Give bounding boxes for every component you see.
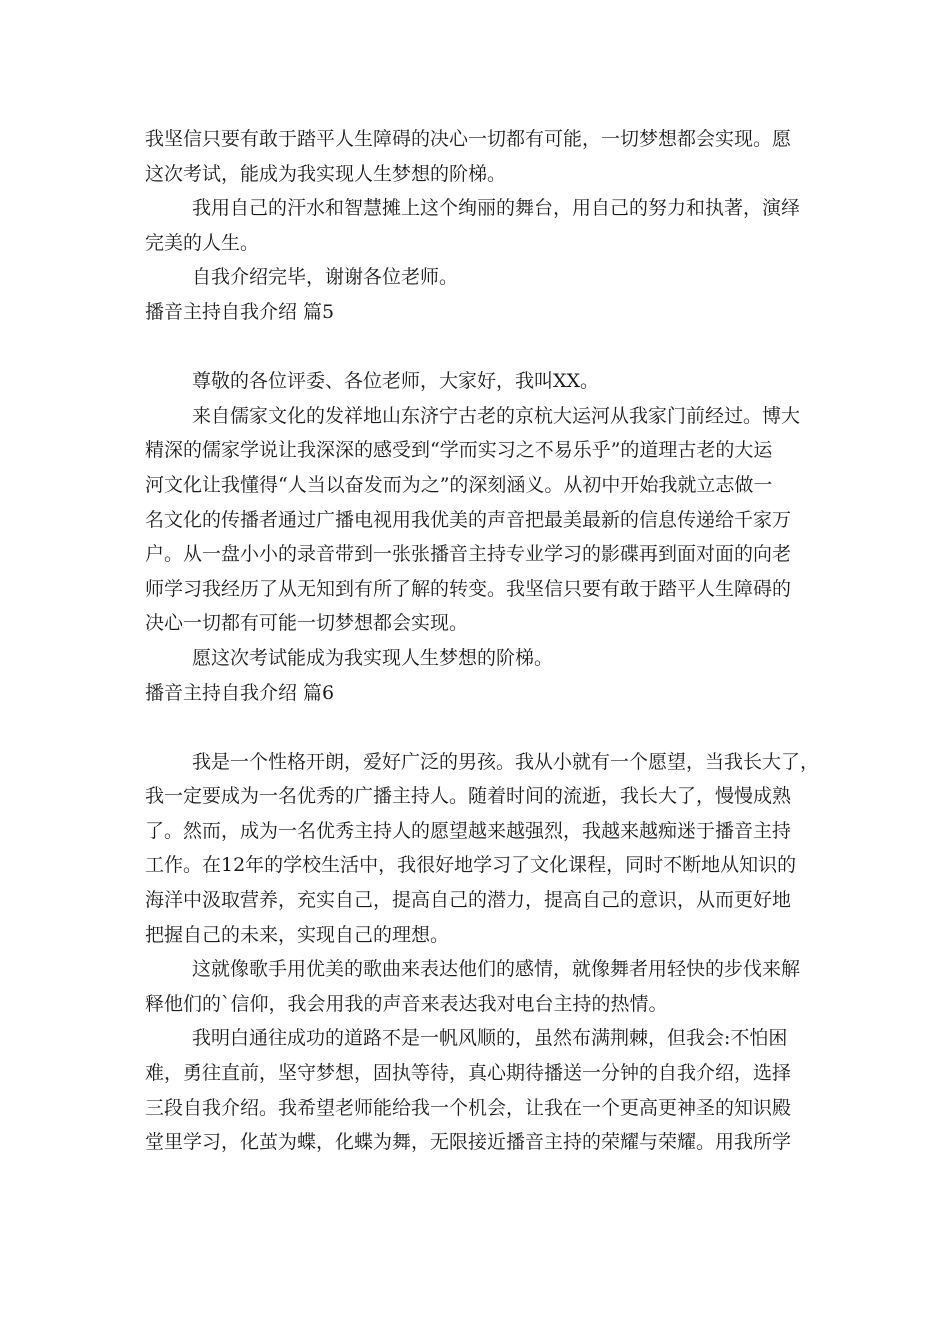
paragraph-line: 来自儒家文化的发祥地山东济宁古老的京杭大运河从我家门前经过。博大 — [192, 404, 801, 427]
section-heading-5: 播音主持自我介绍 篇5 — [145, 300, 335, 323]
paragraph-line: 三段自我介绍。我希望老师能给我一个机会，让我在一个更高更神圣的知识殿 — [145, 1096, 792, 1119]
paragraph-line: 尊敬的各位评委、各位老师，大家好，我叫XX。 — [192, 370, 600, 393]
paragraph-line: 难，勇往直前，坚守梦想，固执等待，真心期待播送一分钟的自我介绍，选择 — [145, 1062, 792, 1085]
paragraph-line: 这次考试，能成为我实现人生梦想的阶梯。 — [145, 162, 507, 185]
paragraph-line: 自我介绍完毕，谢谢各位老师。 — [192, 266, 459, 289]
paragraph-line: 把握自己的未来，实现自己的理想。 — [145, 923, 450, 946]
paragraph-line: 完美的人生。 — [145, 231, 260, 254]
paragraph-line: 河文化让我懂得“人当以奋发而为之”的深刻涵义。从初中开始我就立志做一 — [145, 473, 773, 496]
paragraph-line: 愿这次考试能成为我实现人生梦想的阶梯。 — [192, 646, 554, 669]
paragraph-line: 我明白通往成功的道路不是一帆风顺的，虽然布满荆棘，但我会:不怕困 — [192, 1027, 788, 1050]
paragraph-line: 名文化的传播者通过广播电视用我优美的声音把最美最新的信息传递给千家万 — [145, 508, 792, 531]
blank-line — [145, 330, 805, 365]
blank-line — [145, 710, 805, 745]
paragraph-line: 我坚信只要有敢于踏平人生障碍的决心一切都有可能，一切梦想都会实现。愿 — [145, 128, 792, 150]
paragraph-line: 我一定要成为一名优秀的广播主持人。随着时间的流逝，我长大了，慢慢成熟 — [145, 785, 792, 808]
paragraph-line: 堂里学习，化茧为蝶，化蝶为舞，无限接近播音主持的荣耀与荣耀。用我所学 — [145, 1131, 792, 1154]
document-body — [145, 122, 820, 1160]
paragraph-line: 了。然而，成为一名优秀主持人的愿望越来越强烈，我越来越痴迷于播音主持 — [145, 819, 792, 842]
paragraph-line: 释他们的`信仰，我会用我的声音来表达我对电台主持的热情。 — [145, 992, 668, 1015]
section-heading-6: 播音主持自我介绍 篇6 — [145, 681, 335, 704]
paragraph-line: 决心一切都有可能一切梦想都会实现。 — [145, 612, 469, 635]
paragraph-line: 师学习我经历了从无知到有所了解的转变。我坚信只要有敢于踏平人生障碍的 — [145, 577, 792, 600]
paragraph-line: 我用自己的汗水和智慧摊上这个绚丽的舞台，用自己的努力和执著，演绎 — [192, 197, 801, 220]
paragraph-line: 海洋中汲取营养，充实自己，提高自己的潜力，提高自己的意识，从而更好地 — [145, 889, 792, 912]
paragraph-line: 工作。在12年的学校生活中，我很好地学习了文化课程，同时不断地从知识的 — [145, 854, 797, 877]
paragraph-line: 户。从一盘小小的录音带到一张张播音主持专业学习的影碟再到面对面的向老 — [145, 543, 792, 566]
paragraph-line: 精深的儒家学说让我深深的感受到“学而实习之不易乐乎”的道理古老的大运 — [145, 439, 773, 462]
paragraph-line: 我是一个性格开朗，爱好广泛的男孩。我从小就有一个愿望，当我长大了， — [192, 750, 820, 773]
paragraph-line: 这就像歌手用优美的歌曲来表达他们的感情，就像舞者用轻快的步伐来解 — [192, 958, 801, 981]
